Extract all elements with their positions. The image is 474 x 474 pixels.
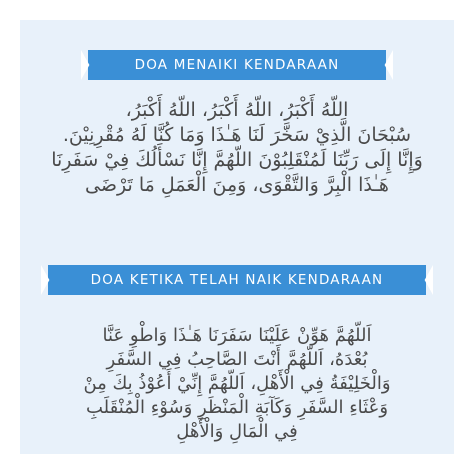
- section-1-arabic-text: [38, 98, 436, 198]
- section-1-title: DOA MENAIKI KENDARAAN: [134, 57, 340, 73]
- section-2-line-4: وَعْثَاءِ السَّفَرِ وَكَآبَةِ الْمَنْظَرِ وَسُوْءِ الْمُنْقَلَبِ: [85, 397, 389, 418]
- section-1-line-3: وَإِنَّا إِلَى رَبِّنَا لَمُنْقَلِبُوْنَ اللّهُمَّ إِنَّا نَسْأَلُكَ فِيْ سَفَرِنَا: [51, 149, 423, 171]
- section-2-line-3: وَالْخَلِيْفَةُ فِي الْأَهْلِ، اَللّهُمَّ إِنِّيْ أَعُوْذُ بِكَ مِنْ: [83, 373, 391, 394]
- section-2-line-1: اَللّهُمَّ هَوِّنْ عَلَيْنَا سَفَرَنَا هَـٰذَا وَاطْوِ عَنَّا: [102, 325, 372, 346]
- section-1-line-1: اللّهُ أَكْبَرُ، اللّهُ أَكْبَرُ، اللّهُ أَكْبَرُ،: [125, 99, 349, 121]
- section-2-title: DOA KETIKA TELAH NAIK KENDARAAN: [90, 272, 384, 288]
- section-1-line-4: هَـٰذَا الْبِرَّ وَالتَّقْوَى، وَمِنَ الْعَمَلِ مَا تَرْضَى: [85, 174, 389, 196]
- section-1-line-2: سُبْحَانَ الَّذِيْ سَخَّرَ لَنَا هَـٰذَا وَمَا كُنَّا لَهُ مُقْرِنِيْنَ.: [62, 124, 412, 146]
- section-2-title-banner: [48, 265, 426, 295]
- section-2-line-5: فِي الْمَالِ وَالْأَهْلِ: [176, 421, 298, 442]
- section-1-title-banner: [88, 50, 386, 80]
- section-2-arabic-text: [38, 324, 436, 444]
- section-2-line-2: بُعْدَهُ، اَللّهُمَّ أَنْتَ الصَّاحِبُ فِي السَّفَرِ: [106, 349, 368, 370]
- prayer-card: [20, 20, 454, 454]
